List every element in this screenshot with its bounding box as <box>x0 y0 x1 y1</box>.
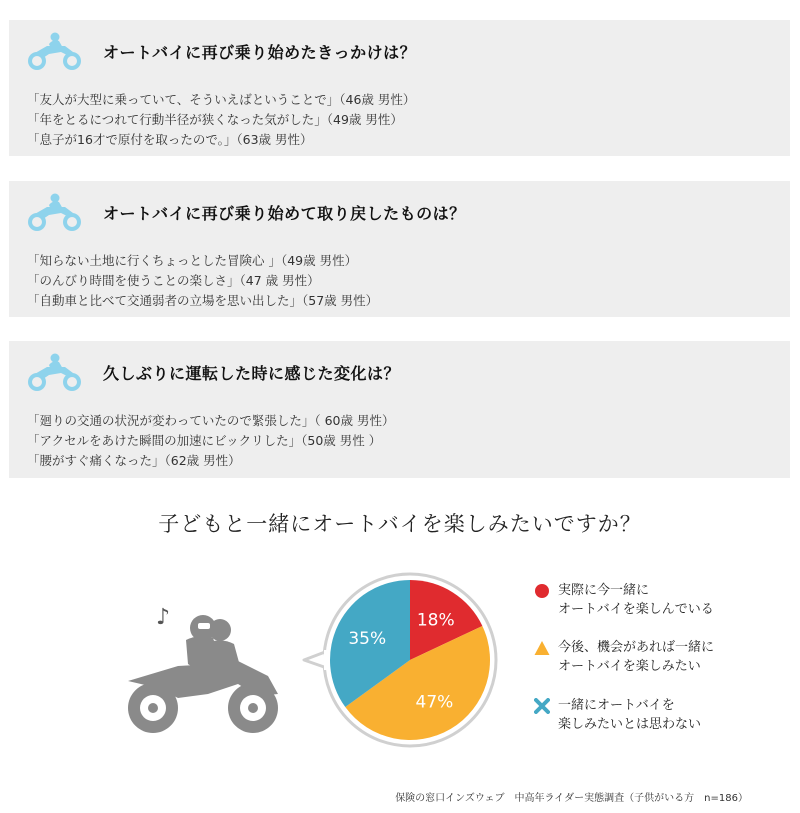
pie-chart <box>300 560 500 760</box>
pie-value-label-2: 35% <box>348 629 387 650</box>
quote: 「知らない土地に行くちょっとした冒険心 」（49歳 男性） <box>27 253 358 268</box>
quote: 「腰がすぐ痛くなった」（62歳 男性） <box>27 453 241 468</box>
circle-marker-icon <box>534 583 550 599</box>
legend-label: 一緒にオートバイを 楽しみたいとは思わない <box>558 698 702 732</box>
pie-value-label-1: 47% <box>415 692 454 713</box>
quote: 「アクセルをあけた瞬間の加速にビックリした」（50歳 男性 ） <box>27 433 382 448</box>
question-title: オートバイに再び乗り始めたきっかけは？ <box>103 43 417 62</box>
music-note-icon: ♪ <box>156 606 171 630</box>
quote: 「息子が16才で原付を取ったので。」（63歳 男性） <box>27 132 313 147</box>
question-panel-3 <box>9 341 790 478</box>
motorcycle-icon <box>25 32 85 72</box>
speech-pointer <box>304 652 327 668</box>
quote-list <box>27 251 378 311</box>
quote: 「廻りの交通の状況が変わっていたので緊張した」（ 60歳 男性） <box>27 413 395 428</box>
legend-label: 実際に今一緒に オートバイを楽しんでいる <box>558 583 714 617</box>
motorcycle-icon <box>25 353 85 393</box>
chart-title: 子どもと一緒にオートバイを楽しみたいですか？ <box>158 512 642 536</box>
quote-list <box>27 411 394 471</box>
question-title: オートバイに再び乗り始めて取り戻したものは？ <box>103 204 466 223</box>
pie-value-label-0: 18% <box>416 610 455 631</box>
cross-marker-icon <box>534 698 550 714</box>
triangle-marker-icon <box>534 640 550 656</box>
rider-illustration <box>118 606 288 736</box>
question-panel-1 <box>9 20 790 156</box>
question-title: 久しぶりに運転した時に感じた変化は？ <box>103 364 401 383</box>
source-note: 保険の窓口インズウェブ 中高年ライダー実態調査（子供がいる方 n=186） <box>395 793 748 804</box>
legend-label: 今後、機会があれば一緒に オートバイを楽しみたい <box>558 640 715 674</box>
motorcycle-icon <box>25 193 85 233</box>
quote-list <box>27 90 415 150</box>
quote: 「自動車と比べて交通弱者の立場を思い出した」（57歳 男性） <box>27 293 379 308</box>
question-panel-2 <box>9 181 790 317</box>
quote: 「年をとるにつれて行動半径が狭くなった気がした」（49歳 男性） <box>27 112 403 127</box>
quote: 「友人が大型に乗っていて、そういえばということで」（46歳 男性） <box>27 92 416 107</box>
quote: 「のんびり時間を使うことの楽しさ」（47 歳 男性） <box>27 273 320 288</box>
